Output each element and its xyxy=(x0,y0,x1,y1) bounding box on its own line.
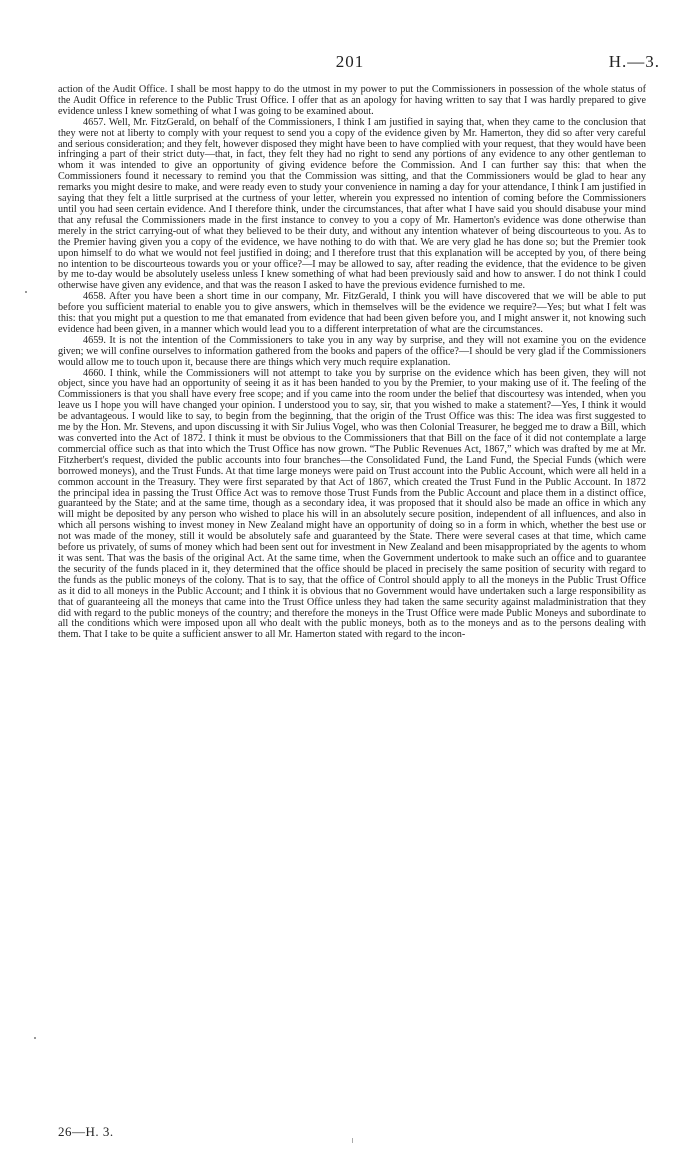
page-number: 201 xyxy=(335,52,365,71)
paragraph-4658: 4658. After you have been a short time in our company, Mr. FitzGerald, I think you will have discovered that we will be able to put before you sufficient material to enable you to give answers, which in themselves will be the evidence we require?—Yes; but what I felt was this: that you might put a question to me that emanated from evidence that had been given before you, and I might answer it, not knowing such evidence had been given, in a manner which would lead you to a different interpretation of what are the circumstances. xyxy=(58,291,646,335)
margin-mark xyxy=(352,1138,353,1143)
paragraph-4659: 4659. It is not the intention of the Commissioners to take you in any way by surprise, and they will not examine you on the evidence given; we will confine ourselves to information gathered from the books and papers of the office?—I should be very glad if the Commissioners would allow me to touch upon it, because there are things which very much require explanation. xyxy=(58,334,646,368)
body-text xyxy=(58,85,646,641)
paragraph-4657: 4657. Well, Mr. FitzGerald, on behalf of the Commissioners, I think I am justified in saying that, when they came to the conclusion that they were not at liberty to comply with your request to send you a copy of the evidence given by Mr. Hamerton, they did so after very careful and serious consideration; and they felt, however disposed they might have been to have complied with your request, that they would have been infringing a part of their strict duty—that, in fact, they felt they had no right to send any portions of any evidence to any other gentleman to whom it was intended to give an opportunity of giving evidence before the Commission. And I can further say this: that when the Commissioners found it necessary to remind you that the Commission was sitting, and that the Commissioners would be glad to hear any remarks you might desire to make, and were ready even to study your convenience in naming a day for your attendance, I think I am justified in saying that they felt a little surprised at the curtness of your letter, wherein you expressed no intention of coming before the Commissioners until you had seen certain evidence. And I therefore think, under the circumstances, that after what I have said you should disabuse your mind that any refusal the Commissioners made in the first instance to convey to you a copy of Mr. Hamerton's evidence was done otherwise than merely in the strict carrying-out of what they believed to be their duty, and without any intention whatever of being discourteous to you. As to the Premier having given you a copy of the evidence, we have nothing to do with that. We are very glad he has done so; but the Premier took upon himself to do what we would not feel justified in doing; and I therefore trust that this explanation will be accepted by you, of there being no intention to be discourteous towards you or your office?—I may be allowed to say, after reading the evidence, that the evidence to be given by me to-day would be absolutely useless unless I knew something of what had been previously said and how to answer. I do not think I could otherwise have given any evidence, and that was the reason I asked to have the previous evidence furnished to me. xyxy=(58,116,646,292)
paragraph-4660: 4660. I think, while the Commissioners will not attempt to take you by surprise on the evidence which has been given, they will not object, since you have had an opportunity of seeing it as it has been handed to you by the Premier, to your making use of it. The feeling of the Commissioners is that you shall have every free scope; and if you came into the room under the belief that discourtesy was intended, when you leave us I hope you will have changed your opinion. I understood you to say, sir, that you wished to make a statement?—Yes, I think it would be advantageous. I would like to say, to begin from the beginning, that the origin of the Trust Office was this: The idea was first suggested to me by the Hon. Mr. Stevens, and upon discussing it with Sir Julius Vogel, who was then Colonial Treasurer, he begged me to draw a Bill, which was converted into the Act of 1872. I think it must be obvious to the Commissioners that that Bill on the face of it did not contemplate a large commercial office such as that into which the Trust Office has now grown. “The Public Revenues Act, 1867,” which was drafted by me at Mr. Fitzherbert's request, divided the public accounts into four branches—the Consolidated Fund, the Land Fund, the Special Funds (which were borrowed moneys), and the Trust Funds. At that time large moneys were paid on Trust account into the Public Account, which were all held in a common account in the Treasury. They were first separated by that Act of 1867, which created the Trust Fund in the Public Account. In 1872 the principal idea in passing the Trust Office Act was to remove those Trust Funds from the Public Account and place them in a distinct office, guaranteed by the State; and at the same time, though as a secondary idea, it was proposed that it should also be made an office in which any will might be deposited by any person who wished to place his will in an absolutely secure position, independent of all influences, and also in which all persons wishing to invest money in New Zealand might have an opportunity of doing so in a form in which, whether the best use or not was made of the money, still it would be absolutely safe and guaranteed by the State. There were several cases at that time, which came before us privately, of sums of money which had been sent out for investment in New Zealand and been misappropriated by the agents to whom it was sent. That was the basis of the original Act. At the same time, when the Government undertook to make such an office and to guarantee the security of the funds placed in it, they determined that the office should be placed in precisely the same position of security with regard to the funds as the public moneys of the colony. That is to say, that the office of Control should apply to all the moneys in the Public Trust Office as it did to all moneys in the Public Account; and I think it is obvious that no Government would have undertaken such a large responsibility as that of guaranteeing all the moneys that came into the Trust Office unless they had taken the same security against maladministration that they did with regard to the public moneys of the country; and therefore the moneys in the Trust Office were made Public Moneys and subordinate to all the conditions which were imposed upon all who dealt with the public moneys, both as to the moneys and as to the persons dealing with them. That I take to be quite a sufficient answer to all Mr. Hamerton stated with regard to the incon- xyxy=(58,367,646,641)
paragraph-continuation: action of the Audit Office. I shall be most happy to do the utmost in my power to put the Commissioners in possession of the whole status of the Audit Office in reference to the Public Trust Office. I offer that as an apology for having written to say that I was hardly prepared to give evidence unless I knew something of what I was going to be examined about. xyxy=(58,84,646,117)
margin-mark xyxy=(25,291,27,293)
printer-signature: 26—H. 3. xyxy=(58,1124,114,1139)
margin-mark xyxy=(34,1037,36,1039)
document-reference: H.—3. xyxy=(608,52,660,71)
